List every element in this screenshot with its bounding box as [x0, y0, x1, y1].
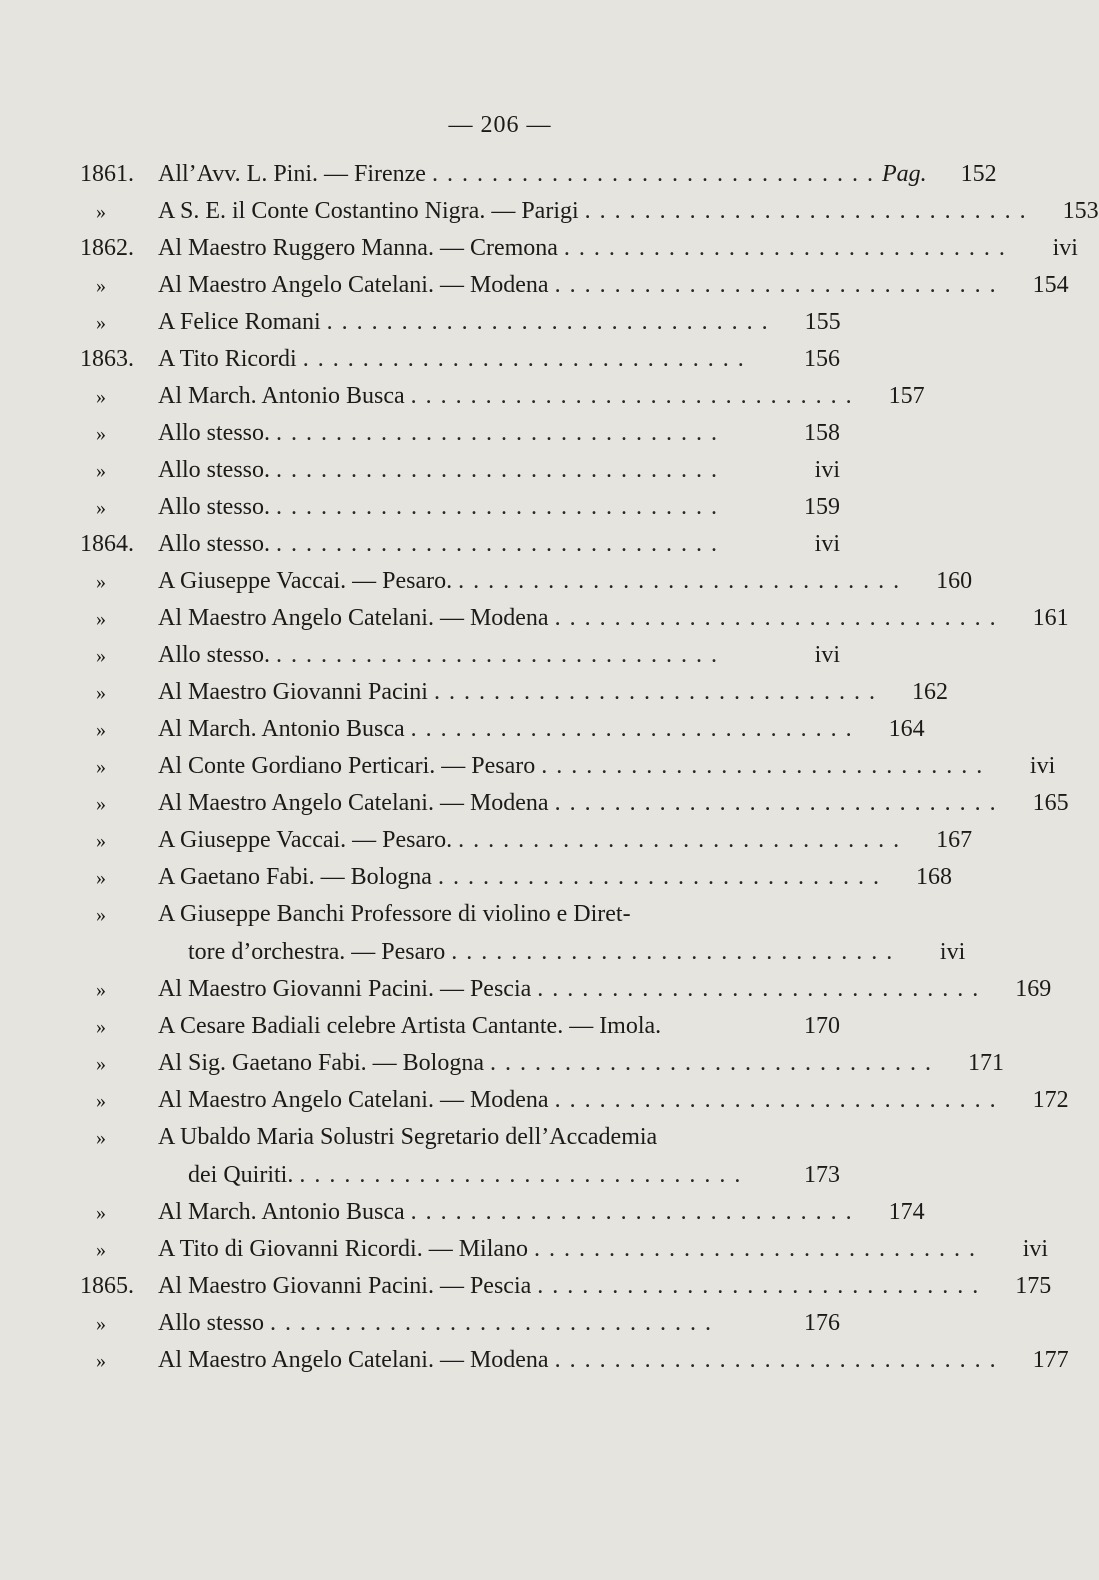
- entry-year: »: [96, 608, 106, 630]
- entry-title: Al Maestro Angelo Catelani. — Modena: [158, 1347, 549, 1373]
- entry-title: Allo stesso.: [158, 420, 271, 446]
- dot-leader: ..............................: [458, 568, 909, 594]
- toc-entry: [80, 1268, 1052, 1305]
- entry-year: »: [96, 275, 106, 297]
- entry-title: Allo stesso.: [158, 457, 271, 483]
- entry-page: ivi: [814, 531, 840, 557]
- dot-leader: ..............................: [563, 235, 1014, 261]
- dot-leader: ..............................: [326, 309, 777, 335]
- toc-entry: [80, 193, 1099, 230]
- entry-year: »: [96, 979, 106, 1001]
- entry-year: »: [96, 645, 106, 667]
- entry-title: Allo stesso.: [158, 531, 271, 557]
- entry-title: A Tito Ricordi: [158, 346, 297, 372]
- toc-entry: [80, 822, 973, 859]
- toc-entry: [80, 785, 1069, 822]
- entry-title: A Giuseppe Vaccai. — Pesaro.: [158, 827, 453, 853]
- entry-title: Al Maestro Angelo Catelani. — Modena: [158, 605, 549, 631]
- toc-entry-continuation: [80, 1156, 840, 1194]
- toc-entry: [80, 563, 973, 600]
- entry-title-continuation: tore d’orchestra. — Pesaro: [188, 939, 446, 965]
- entry-title: Al Maestro Angelo Catelani. — Modena: [158, 790, 549, 816]
- dot-leader: ..............................: [554, 272, 1005, 298]
- dot-leader: ..............................: [299, 1162, 750, 1188]
- entry-page: 156: [804, 346, 840, 372]
- entry-page: 170: [804, 1013, 840, 1039]
- toc-entry: [80, 600, 1069, 637]
- entry-page: ivi: [814, 457, 840, 483]
- dot-leader: ..............................: [270, 1310, 721, 1336]
- entry-page: 160: [936, 568, 973, 594]
- entry-year: »: [96, 867, 106, 889]
- entry-year: »: [96, 201, 106, 223]
- dot-leader: ..............................: [554, 1087, 1005, 1113]
- entry-title: Allo stesso.: [158, 642, 271, 668]
- entry-title: Al Maestro Giovanni Pacini. — Pescia: [158, 976, 532, 1002]
- entry-year: »: [96, 830, 106, 852]
- dot-leader: ..............................: [584, 198, 1035, 224]
- entry-page: 167: [936, 827, 973, 853]
- entry-page: ivi: [1052, 235, 1078, 261]
- entry-page: 159: [804, 494, 840, 520]
- entry-page: 165: [1032, 790, 1069, 816]
- toc-entry: [80, 1119, 840, 1156]
- entry-year: »: [96, 1202, 106, 1224]
- entry-page: 152: [960, 161, 997, 187]
- entry-page: 172: [1032, 1087, 1069, 1113]
- toc-entry: [80, 1194, 925, 1231]
- dot-leader: ..............................: [276, 420, 727, 446]
- entry-page: 162: [911, 679, 948, 705]
- toc-entry: [80, 711, 925, 748]
- entry-page: 157: [888, 383, 925, 409]
- entry-year: 1861.: [80, 161, 134, 187]
- entry-title: A Felice Romani: [158, 309, 321, 335]
- dot-leader: ..............................: [537, 1273, 988, 1299]
- entry-year: »: [96, 497, 106, 519]
- entry-page: 173: [804, 1162, 840, 1188]
- toc-entry: [80, 341, 840, 378]
- toc-entry: [80, 971, 1052, 1008]
- entry-title: Allo stesso: [158, 1310, 265, 1336]
- entry-year: »: [96, 793, 106, 815]
- entry-title: Al Sig. Gaetano Fabi. — Bologna: [158, 1050, 484, 1076]
- dot-leader: ..............................: [302, 346, 753, 372]
- entry-title: Al March. Antonio Busca: [158, 716, 405, 742]
- entry-year: »: [96, 904, 106, 926]
- dot-leader: ..............................: [458, 827, 909, 853]
- toc-entry: [80, 415, 840, 452]
- toc-entry-continuation: [80, 933, 966, 971]
- entry-year: »: [96, 1127, 106, 1149]
- entry-page: 176: [804, 1310, 840, 1336]
- entry-title: Al Maestro Angelo Catelani. — Modena: [158, 272, 549, 298]
- dot-leader: ..............................: [554, 605, 1005, 631]
- entry-page: 177: [1032, 1347, 1069, 1373]
- toc-entry: [80, 1231, 1049, 1268]
- dot-leader: ..............................: [276, 457, 727, 483]
- entry-year: »: [96, 1313, 106, 1335]
- entry-page: 164: [888, 716, 925, 742]
- entry-title: Allo stesso.: [158, 494, 271, 520]
- entry-year: »: [96, 1053, 106, 1075]
- entry-page: 171: [967, 1050, 1004, 1076]
- entry-year: »: [96, 1016, 106, 1038]
- entry-year: 1864.: [80, 531, 134, 557]
- toc-entry: [80, 1045, 1004, 1082]
- entry-page: ivi: [814, 642, 840, 668]
- entry-year: »: [96, 571, 106, 593]
- dot-leader: ..............................: [534, 1236, 985, 1262]
- entry-page: 155: [804, 309, 841, 335]
- entry-year: »: [96, 1350, 106, 1372]
- entry-page: ivi: [939, 939, 966, 965]
- toc-entry: [80, 526, 840, 563]
- dot-leader: ..............................: [433, 679, 884, 705]
- entry-title: All’Avv. L. Pini. — Firenze: [158, 161, 426, 187]
- entry-page: 174: [888, 1199, 925, 1225]
- dot-leader: ..............................: [554, 1347, 1005, 1373]
- entry-year: »: [96, 719, 106, 741]
- page-label: Pag.: [881, 161, 927, 187]
- dot-leader: ..............................: [554, 790, 1005, 816]
- dot-leader: ..............................: [451, 939, 902, 965]
- toc-entry: [80, 896, 840, 933]
- toc-entry: [80, 378, 925, 415]
- dot-leader: ..............................: [431, 161, 882, 187]
- dot-leader: ..............................: [537, 976, 988, 1002]
- entry-title: A S. E. il Conte Costantino Nigra. — Parigi: [158, 198, 579, 224]
- dot-leader: ..............................: [410, 716, 861, 742]
- entry-year: »: [96, 756, 106, 778]
- entry-year: »: [96, 312, 106, 334]
- dot-leader: ..............................: [276, 531, 727, 557]
- entry-year: 1865.: [80, 1273, 134, 1299]
- entry-page: 168: [915, 864, 952, 890]
- entry-year: »: [96, 460, 106, 482]
- toc-entry: [80, 1305, 840, 1342]
- entry-year: »: [96, 1239, 106, 1261]
- entry-title: A Giuseppe Vaccai. — Pesaro.: [158, 568, 453, 594]
- entry-title: Al Conte Gordiano Perticari. — Pesaro: [158, 753, 536, 779]
- entry-year: 1863.: [80, 346, 134, 372]
- entry-page: 169: [1015, 976, 1052, 1002]
- toc-entry: [80, 230, 1078, 267]
- toc-entry: [80, 637, 840, 674]
- toc-entry: [80, 489, 840, 526]
- dot-leader: ..............................: [276, 494, 727, 520]
- entry-title: Al Maestro Giovanni Pacini: [158, 679, 428, 705]
- entry-year: »: [96, 423, 106, 445]
- toc-entry: [80, 1082, 1069, 1119]
- toc-entry: [80, 156, 997, 193]
- entry-title: A Tito di Giovanni Ricordi. — Milano: [158, 1236, 529, 1262]
- toc-entry: [80, 748, 1056, 785]
- entry-title: A Gaetano Fabi. — Bologna: [158, 864, 432, 890]
- entry-page: 154: [1032, 272, 1069, 298]
- toc-entry: [80, 859, 952, 896]
- dot-leader: ..............................: [437, 864, 888, 890]
- dot-leader: ..............................: [541, 753, 992, 779]
- toc-entry: [80, 674, 948, 711]
- entry-year: »: [96, 1090, 106, 1112]
- entry-title: A Giuseppe Banchi Professore di violino e Diret-: [158, 901, 631, 927]
- entry-title: Al March. Antonio Busca: [158, 383, 405, 409]
- entry-title: Al Maestro Ruggero Manna. — Cremona: [158, 235, 558, 261]
- entry-title: A Cesare Badiali celebre Artista Cantante. — Imola.: [158, 1013, 662, 1039]
- entry-title: Al March. Antonio Busca: [158, 1199, 405, 1225]
- toc-entry: [80, 1008, 840, 1045]
- dot-leader: ..............................: [276, 642, 727, 668]
- entry-year: »: [96, 386, 106, 408]
- entry-page: 153: [1062, 198, 1099, 224]
- entry-year: 1862.: [80, 235, 134, 261]
- entry-page: ivi: [1022, 1236, 1049, 1262]
- entry-title: Al Maestro Angelo Catelani. — Modena: [158, 1087, 549, 1113]
- page-number: — 206 —: [448, 112, 552, 138]
- entry-title-continuation: dei Quiriti.: [188, 1162, 294, 1188]
- entry-page: ivi: [1029, 753, 1056, 779]
- table-of-contents: [80, 156, 1099, 1379]
- toc-entry: [80, 267, 1069, 304]
- entry-title: A Ubaldo Maria Solustri Segretario dell’Accademia: [158, 1124, 658, 1150]
- dot-leader: ..............................: [410, 383, 861, 409]
- toc-entry: [80, 1342, 1069, 1379]
- toc-entry: [80, 452, 840, 489]
- entry-page: 175: [1015, 1273, 1052, 1299]
- entry-title: Al Maestro Giovanni Pacini. — Pescia: [158, 1273, 532, 1299]
- entry-page: 161: [1032, 605, 1069, 631]
- entry-page: 158: [804, 420, 840, 446]
- dot-leader: ..............................: [410, 1199, 861, 1225]
- dot-leader: ..............................: [489, 1050, 940, 1076]
- toc-entry: [80, 304, 840, 341]
- entry-year: »: [96, 682, 106, 704]
